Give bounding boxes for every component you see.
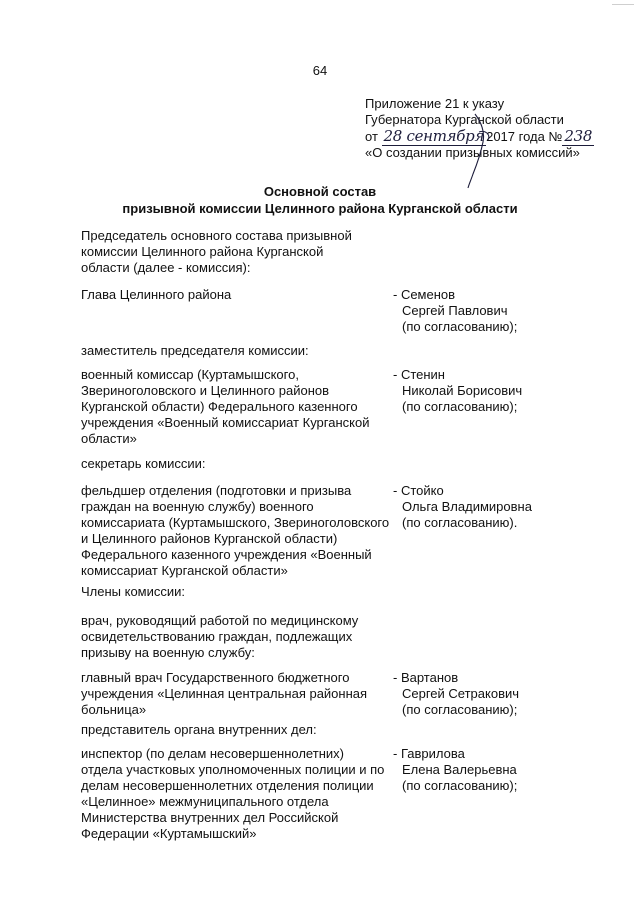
- member-line: (по согласованию);: [402, 778, 518, 793]
- position-line: Федерации «Куртамышский»: [81, 826, 257, 841]
- position-line: врач, руководящий работой по медицинскому: [81, 613, 359, 628]
- position-line: Члены комиссии:: [81, 584, 186, 599]
- position-line: инспектор (по делам несовершеннолетних): [81, 746, 344, 761]
- position-line: освидетельствованию граждан, подлежащих: [81, 629, 353, 644]
- date-suffix: 2017 года №: [486, 129, 563, 144]
- handwritten-date: 28 сентября: [383, 127, 485, 145]
- member-name: [393, 670, 633, 718]
- position-description: [81, 343, 381, 359]
- position-line: и Целинного районов Курганской области): [81, 531, 338, 546]
- member-line: (по согласованию);: [402, 319, 518, 334]
- position-line: комиссариат Курганской области»: [81, 563, 288, 578]
- member-line: Сергей Павлович: [402, 303, 508, 318]
- position-line: учреждения «Целинная центральная районная: [81, 686, 368, 701]
- member-line: (по согласованию).: [402, 515, 518, 530]
- position-description: [81, 584, 381, 600]
- position-line: призыву на военную службу:: [81, 645, 255, 660]
- position-line: Курганской области) Федерального казенного: [81, 399, 358, 414]
- position-line: больница»: [81, 702, 147, 717]
- position-line: области»: [81, 431, 137, 446]
- handwritten-number: 238: [564, 127, 593, 145]
- position-line: «Целинное» межмуниципального отдела: [81, 794, 329, 809]
- title-line-2: призывной комиссии Целинного района Курганской области: [122, 201, 518, 216]
- member-line: - Стенин: [393, 367, 445, 382]
- position-line: Председатель основного состава призывной: [81, 228, 352, 243]
- appendix-line-1: Приложение 21 к указу: [365, 96, 505, 111]
- position-description: [81, 367, 381, 447]
- member-line: - Стойко: [393, 483, 444, 498]
- member-name: [393, 746, 633, 794]
- position-line: представитель органа внутренних дел:: [81, 722, 317, 737]
- position-description: [81, 456, 381, 472]
- position-line: фельдшер отделения (подготовки и призыва: [81, 483, 352, 498]
- position-line: отдела участковых уполномоченных полиции и по: [81, 762, 385, 777]
- position-line: секретарь комиссии:: [81, 456, 206, 471]
- page-number: 64: [312, 63, 328, 78]
- member-line: - Вартанов: [393, 670, 459, 685]
- position-description: [81, 483, 390, 579]
- member-line: (по согласованию);: [402, 702, 518, 717]
- position-line: комиссии Целинного района Курганской: [81, 244, 324, 259]
- member-line: Сергей Сетракович: [402, 686, 520, 701]
- position-description: [81, 746, 385, 842]
- position-line: учреждения «Военный комиссариат Курганской: [81, 415, 370, 430]
- position-line: комиссариата (Куртамышского, Звериноголовского: [81, 515, 390, 530]
- position-description: [81, 228, 381, 276]
- date-prefix: от: [365, 129, 378, 144]
- position-line: Федерального казенного учреждения «Военный: [81, 547, 372, 562]
- member-name: [393, 367, 633, 415]
- appendix-line-2: Губернатора Курганской области: [365, 112, 564, 127]
- position-description: [81, 722, 381, 738]
- position-line: главный врач Государственного бюджетного: [81, 670, 350, 685]
- scan-corner-mark: [612, 4, 634, 10]
- member-line: Ольга Владимировна: [402, 499, 532, 514]
- member-line: (по согласованию);: [402, 399, 518, 414]
- position-description: [81, 670, 381, 718]
- appendix-date-line: [365, 128, 630, 145]
- position-line: области (далее - комиссия):: [81, 260, 251, 275]
- member-name: [393, 287, 633, 335]
- position-line: военный комиссар (Куртамышского,: [81, 367, 299, 382]
- position-description: [81, 287, 381, 303]
- position-line: делам несовершеннолетних отделения полиции: [81, 778, 374, 793]
- member-line: Елена Валерьевна: [402, 762, 517, 777]
- position-line: заместитель председателя комиссии:: [81, 343, 309, 358]
- title-line-1: Основной состав: [263, 184, 377, 199]
- appendix-header: [365, 96, 630, 161]
- member-line: - Семенов: [393, 287, 456, 302]
- position-line: граждан на военную службу) военного: [81, 499, 314, 514]
- document-title: [0, 183, 640, 217]
- position-line: Глава Целинного района: [81, 287, 232, 302]
- position-description: [81, 613, 381, 661]
- position-line: Звериноголовского и Целинного районов: [81, 383, 330, 398]
- member-line: Николай Борисович: [402, 383, 523, 398]
- member-name: [393, 483, 633, 531]
- member-line: - Гаврилова: [393, 746, 465, 761]
- appendix-line-4: «О создании призывных комиссий»: [365, 145, 580, 160]
- position-line: Министерства внутренних дел Российской: [81, 810, 339, 825]
